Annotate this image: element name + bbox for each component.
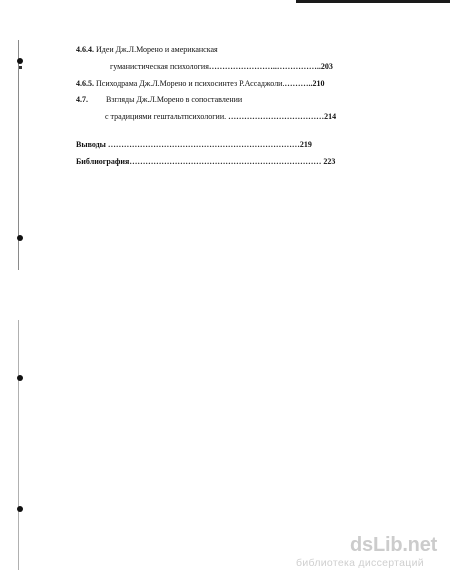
- toc-entry-title-cont: гуманистическая психология: [110, 62, 209, 71]
- toc-entry-conclusions: [76, 140, 312, 150]
- scan-top-edge: [296, 0, 450, 3]
- toc-entry-title-cont: с традициями гештальтпсихологии.: [105, 112, 227, 121]
- punch-hole-4: [17, 506, 23, 512]
- scan-speck: [19, 66, 22, 69]
- toc-entry-number: 4.7.: [76, 95, 88, 104]
- toc-page-number: 203: [320, 62, 333, 71]
- toc-page-number: 214: [324, 112, 337, 121]
- toc-entry-title: Выводы: [76, 140, 106, 149]
- scan-left-edge-lower: [18, 320, 19, 570]
- toc-entry-465: [76, 79, 324, 89]
- punch-hole-1: [17, 58, 23, 64]
- toc-leader-dots: ………………………………: [228, 112, 325, 121]
- toc-entry-number: 4.6.5.: [76, 79, 94, 88]
- dslib-logo: dsLib.net: [350, 534, 438, 556]
- toc-entry-bibliography: [76, 157, 335, 167]
- toc-leader-dots: ………………………………………………………………: [107, 140, 300, 149]
- toc-leader-dots: ……………………..……………..: [208, 62, 321, 71]
- toc-entry-number: 4.6.4.: [76, 45, 94, 54]
- toc-entry-title: Психодрама Дж.Л.Морено и психосинтез Р.Ассаджоли.: [96, 79, 285, 88]
- punch-hole-2: [17, 235, 23, 241]
- toc-entry-47-line1: [76, 95, 242, 105]
- toc-leader-dots: ………..: [284, 79, 313, 88]
- toc-entry-47-line2: [105, 112, 336, 122]
- dslib-subtitle: библиотека диссертаций: [296, 557, 424, 569]
- toc-leader-dots: ………………………………………………………………: [129, 157, 322, 166]
- toc-entry-title: Библиография: [76, 157, 130, 166]
- toc-page-number: 210: [312, 79, 325, 88]
- toc-page-number: 223: [323, 157, 336, 166]
- punch-hole-3: [17, 375, 23, 381]
- toc-entry-464-line2: [110, 62, 333, 72]
- toc-page-number: 219: [299, 140, 312, 149]
- toc-entry-464-line1: [76, 45, 218, 55]
- toc-entry-title: Идеи Дж.Л.Морено и американская: [96, 45, 218, 54]
- toc-entry-title: Взгляды Дж.Л.Морено в сопоставлении: [106, 95, 243, 104]
